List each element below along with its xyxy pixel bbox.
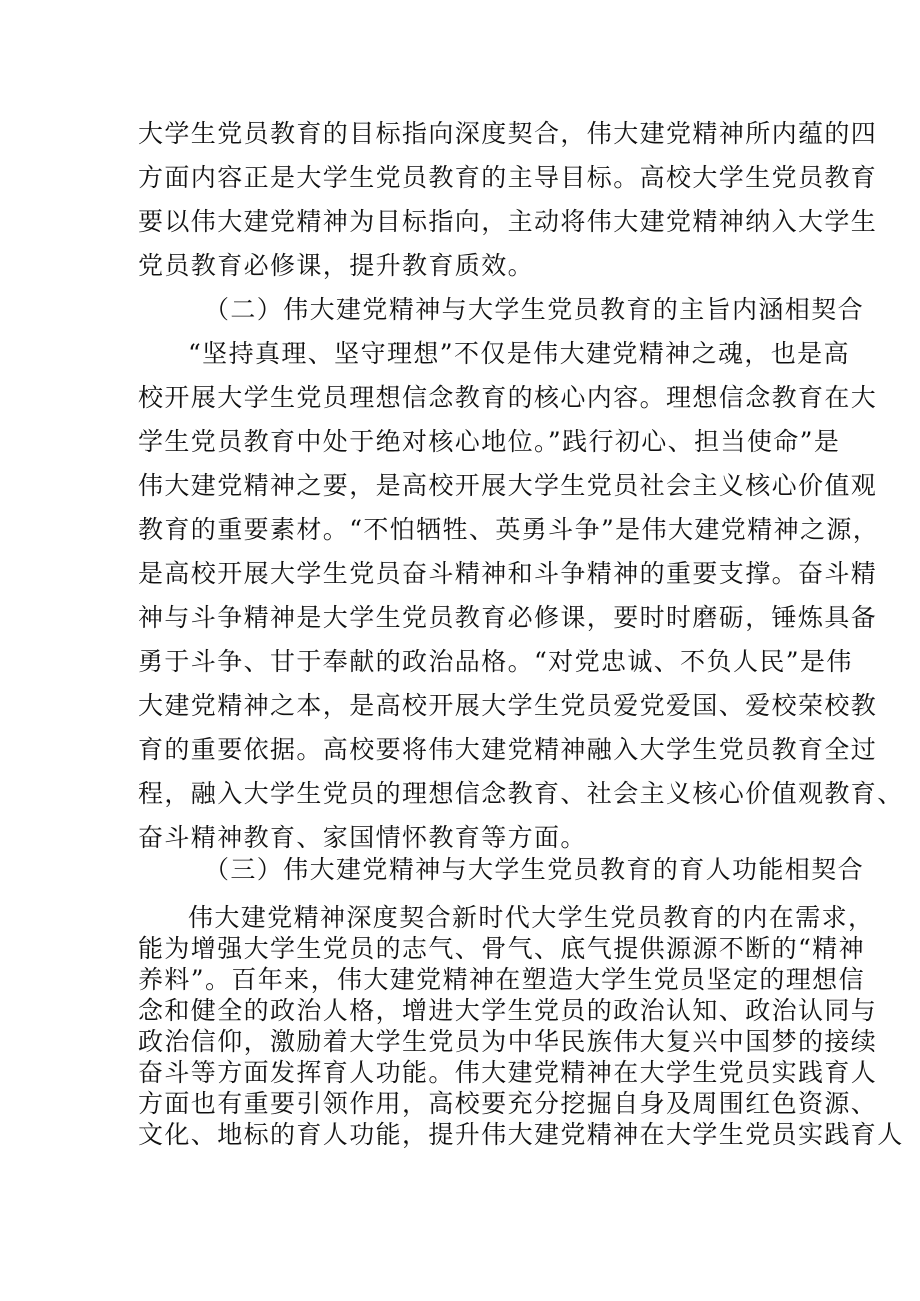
section-heading-2 xyxy=(138,288,865,332)
text-line: 奋斗等方面发挥育人功能。伟大建党精神在大学生党员实践育人 xyxy=(138,1058,878,1087)
text-line: 方面也有重要引领作用，高校要充分挖掘自身及周围红色资源、 xyxy=(138,1089,878,1118)
text-line: 党员教育必修课，提升教育质效。 xyxy=(138,251,535,280)
heading-text: （二）伟大建党精神与大学生党员教育的主旨内涵相契合 xyxy=(204,295,865,324)
text-line: 勇于斗争、甘于奉献的政治品格。“对党忠诚、不负人民”是伟 xyxy=(138,647,853,676)
text-line: 方面内容正是大学生党员教育的主导目标。高校大学生党员教育 xyxy=(138,163,878,192)
paragraph-3 xyxy=(138,902,904,1150)
text-line: 要以伟大建党精神为目标指向，主动将伟大建党精神纳入大学生 xyxy=(138,207,878,236)
text-line: 文化、地标的育人功能，提升伟大建党精神在大学生党员实践育人 xyxy=(138,1120,904,1149)
text-line: 养料”。百年来，伟大建党精神在塑造大学生党员坚定的理想信 xyxy=(138,965,865,994)
paragraph-2 xyxy=(138,332,904,860)
text-line: 教育的重要素材。“不怕牺牲、英勇斗争”是伟大建党精神之源， xyxy=(138,515,880,544)
text-line: 政治信仰，激励着大学生党员为中华民族伟大复兴中国梦的接续 xyxy=(138,1027,878,1056)
text-line: 奋斗精神教育、家国情怀教育等方面。 xyxy=(138,823,587,852)
text-line: 伟大建党精神之要，是高校开展大学生党员社会主义核心价值观 xyxy=(138,471,878,500)
text-line: 念和健全的政治人格，增进大学生党员的政治认知、政治认同与 xyxy=(138,996,878,1025)
text-line: 是高校开展大学生党员奋斗精神和斗争精神的重要支撑。奋斗精 xyxy=(138,559,878,588)
text-line: 校开展大学生党员理想信念教育的核心内容。理想信念教育在大 xyxy=(138,383,878,412)
heading-text: （三）伟大建党精神与大学生党员教育的育人功能相契合 xyxy=(204,855,865,884)
text-line: “坚持真理、坚守理想”不仅是伟大建党精神之魂，也是高 xyxy=(188,339,850,368)
section-heading-3 xyxy=(138,848,865,892)
text-line: 伟大建党精神深度契合新时代大学生党员教育的内在需求， xyxy=(188,903,875,932)
text-line: 学生党员教育中处于绝对核心地位。”践行初心、担当使命”是 xyxy=(138,427,841,456)
paragraph-1 xyxy=(138,112,878,288)
text-line: 神与斗争精神是大学生党员教育必修课，要时时磨砺，锤炼具备 xyxy=(138,603,878,632)
text-line: 大建党精神之本，是高校开展大学生党员爱党爱国、爱校荣校教 xyxy=(138,691,878,720)
text-line: 能为增强大学生党员的志气、骨气、底气提供源源不断的“精神 xyxy=(138,934,865,963)
text-line: 程，融入大学生党员的理想信念教育、社会主义核心价值观教育、 xyxy=(138,779,904,808)
text-line: 育的重要依据。高校要将伟大建党精神融入大学生党员教育全过 xyxy=(138,735,878,764)
text-line: 大学生党员教育的目标指向深度契合，伟大建党精神所内蕴的四 xyxy=(138,119,878,148)
